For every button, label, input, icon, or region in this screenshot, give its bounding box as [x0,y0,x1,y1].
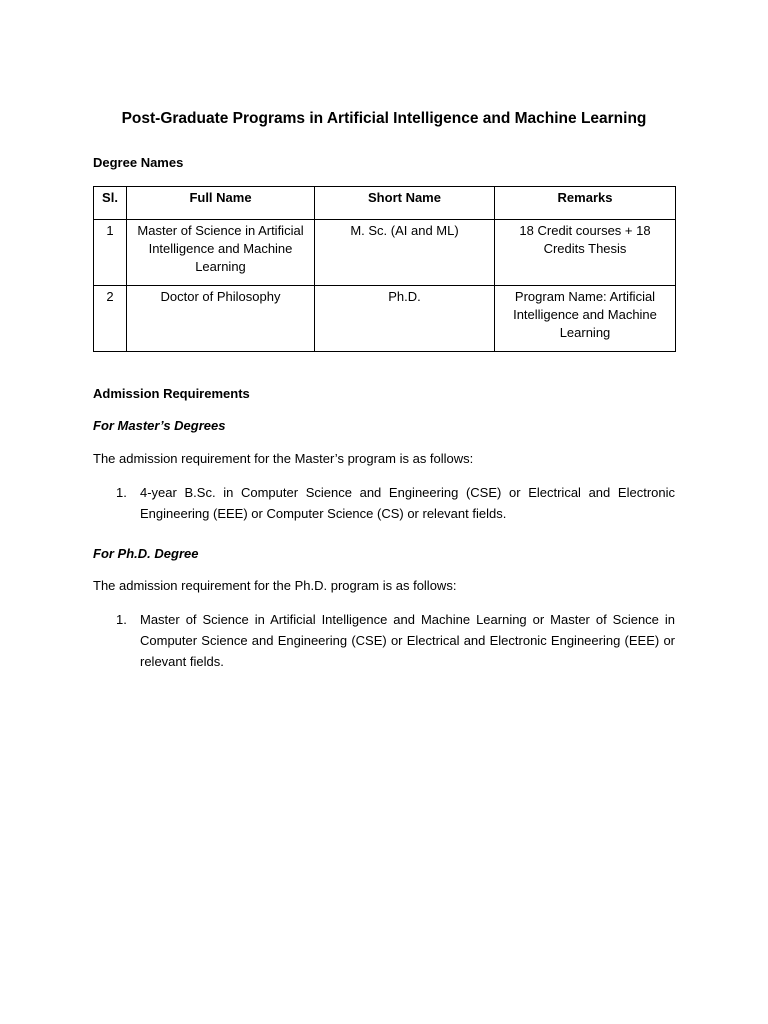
cell-short-name: Ph.D. [315,286,495,352]
cell-short-name: M. Sc. (AI and ML) [315,220,495,286]
cell-full-name: Master of Science in Artificial Intelligence and Machine Learning [127,220,315,286]
cell-remarks: Program Name: Artificial Intelligence and Machine Learning [495,286,676,352]
cell-sl: 1 [94,220,127,286]
table-row [94,286,676,352]
degree-names-table [93,186,676,352]
cell-sl: 2 [94,286,127,352]
column-header-sl: Sl. [94,187,127,220]
phd-requirements-list [93,609,675,672]
masters-intro-text: The admission requirement for the Master’s program is as follows: [93,451,474,466]
phd-degree-heading: For Ph.D. Degree [93,546,199,561]
masters-degree-heading: For Master’s Degrees [93,418,226,433]
list-item [116,482,675,524]
column-header-short-name: Short Name [315,187,495,220]
list-item-number: 1. [116,612,127,627]
column-header-remarks: Remarks [495,187,676,220]
degree-names-heading: Degree Names [93,155,184,170]
cell-full-name: Doctor of Philosophy [127,286,315,352]
masters-requirements-list [93,482,675,524]
list-item-text: 4-year B.Sc. in Computer Science and Engineering (CSE) or Electrical and Electronic Engineering (EEE) or Computer Science (CS) or relevant fields. [140,485,675,521]
list-item [116,609,675,672]
admission-requirements-heading: Admission Requirements [93,386,250,401]
table-header-row [94,187,676,220]
cell-remarks: 18 Credit courses + 18 Credits Thesis [495,220,676,286]
list-item-text: Master of Science in Artificial Intelligence and Machine Learning or Master of Science in Computer Science and Engineering (CSE) or Electrical and Electronic Engineering (EEE) or relevant fields. [140,612,675,669]
list-item-number: 1. [116,485,127,500]
table-row [94,220,676,286]
phd-intro-text: The admission requirement for the Ph.D. program is as follows: [93,578,457,593]
document-title: Post-Graduate Programs in Artificial Intelligence and Machine Learning [121,110,647,127]
column-header-full-name: Full Name [127,187,315,220]
